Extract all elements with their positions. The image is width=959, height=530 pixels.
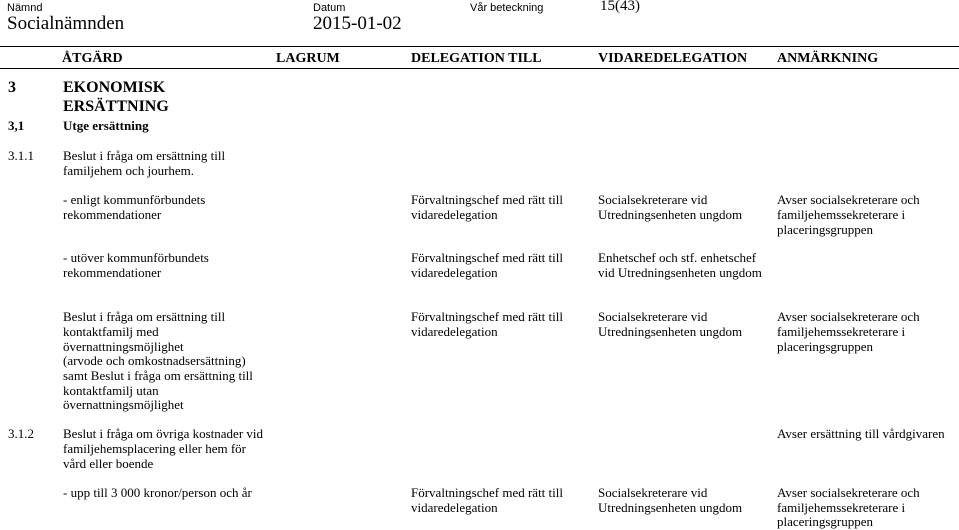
upp-till-anm-line3: placeringsgruppen: [777, 514, 874, 529]
section-3-number: 3: [8, 79, 16, 96]
kontaktfamilj-atgard-line7: övernattningsmöjlighet: [63, 397, 184, 412]
upp-till-delegation-line1: Förvaltningschef med rätt till: [411, 485, 563, 500]
kontaktfamilj-atgard-line6: kontaktfamilj utan: [63, 383, 159, 398]
item-3-1-2-text-line1: Beslut i fråga om övriga kostnader vid: [63, 426, 264, 441]
item-3-1-2-text-line2: familjehemsplacering eller hem för: [63, 441, 247, 456]
kontaktfamilj-delegation-line1: Förvaltningschef med rätt till: [411, 309, 563, 324]
kontaktfamilj-atgard-line2: kontaktfamilj med: [63, 324, 159, 339]
item-3-1-1-text-line1: Beslut i fråga om ersättning till: [63, 148, 226, 163]
utover-atgard-line1: - utöver kommunförbundets: [63, 250, 209, 265]
kontaktfamilj-anm-line2: familjehemssekreterare i: [777, 324, 906, 339]
section-3-title-line2: ERSÄTTNING: [63, 98, 169, 115]
item-3-1-1-number: 3.1.1: [8, 148, 34, 163]
upp-till-delegation-line2: vidaredelegation: [411, 500, 498, 515]
kontaktfamilj-atgard-line4: (arvode och omkostnadsersättning): [63, 353, 246, 368]
utover-delegation-line1: Förvaltningschef med rätt till: [411, 250, 563, 265]
kontaktfamilj-atgard-line3: övernattningsmöjlighet: [63, 339, 184, 354]
item-3-1-2-anm: Avser ersättning till vårdgivaren: [777, 426, 945, 441]
datum-value: 2015-01-02: [313, 13, 402, 34]
enligt-delegation-line1: Förvaltningschef med rätt till: [411, 192, 563, 207]
header-top-rule: [0, 46, 959, 47]
item-3-1-2-text-line3: vård eller boende: [63, 456, 154, 471]
column-header-lagrum: LAGRUM: [276, 51, 340, 66]
utover-delegation-line2: vidaredelegation: [411, 265, 498, 280]
namnd-value: Socialnämnden: [7, 13, 125, 34]
section-3-title-line1: EKONOMISK: [63, 79, 166, 96]
upp-till-vidare-line1: Socialsekreterare vid: [598, 485, 708, 500]
utover-vidare-line1: Enhetschef och stf. enhetschef: [598, 250, 757, 265]
utover-vidare-line2: vid Utredningsenheten ungdom: [598, 265, 762, 280]
var-beteckning-label: Vår beteckning: [470, 2, 544, 14]
upp-till-atgard: - upp till 3 000 kronor/person och år: [63, 485, 252, 500]
kontaktfamilj-anm-line3: placeringsgruppen: [777, 339, 874, 354]
kontaktfamilj-vidare-line2: Utredningsenheten ungdom: [598, 324, 743, 339]
utover-atgard-line2: rekommendationer: [63, 265, 162, 280]
enligt-vidare-line1: Socialsekreterare vid: [598, 192, 708, 207]
kontaktfamilj-vidare-line1: Socialsekreterare vid: [598, 309, 708, 324]
item-3-1-1-text-line2: familjehem och jourhem.: [63, 163, 195, 178]
enligt-anm-line3: placeringsgruppen: [777, 222, 874, 237]
enligt-vidare-line2: Utredningsenheten ungdom: [598, 207, 743, 222]
enligt-anm-line2: familjehemssekreterare i: [777, 207, 906, 222]
enligt-atgard-line2: rekommendationer: [63, 207, 162, 222]
enligt-atgard-line1: - enligt kommunförbundets: [63, 192, 206, 207]
namnd-label: Nämnd: [7, 2, 43, 14]
page-number: 15(43): [600, 0, 640, 14]
section-3-1-title: Utge ersättning: [63, 118, 149, 133]
item-3-1-2-number: 3.1.2: [8, 426, 34, 441]
kontaktfamilj-anm-line1: Avser socialsekreterare och: [777, 309, 920, 324]
kontaktfamilj-delegation-line2: vidaredelegation: [411, 324, 498, 339]
enligt-delegation-line2: vidaredelegation: [411, 207, 498, 222]
upp-till-vidare-line2: Utredningsenheten ungdom: [598, 500, 743, 515]
column-header-anmarkning: ANMÄRKNING: [777, 51, 879, 66]
upp-till-anm-line1: Avser socialsekreterare och: [777, 485, 920, 500]
datum-label: Datum: [313, 2, 346, 14]
header-bottom-rule: [0, 68, 959, 69]
column-header-atgard: ÅTGÄRD: [62, 51, 123, 66]
enligt-anm-line1: Avser socialsekreterare och: [777, 192, 920, 207]
column-header-vidaredelegation: VIDAREDELEGATION: [598, 51, 748, 66]
upp-till-anm-line2: familjehemssekreterare i: [777, 500, 906, 515]
column-header-delegation: DELEGATION TILL: [411, 51, 542, 66]
kontaktfamilj-atgard-line5: samt Beslut i fråga om ersättning till: [63, 368, 253, 383]
section-3-1-number: 3,1: [8, 118, 25, 133]
kontaktfamilj-atgard-line1: Beslut i fråga om ersättning till: [63, 309, 226, 324]
